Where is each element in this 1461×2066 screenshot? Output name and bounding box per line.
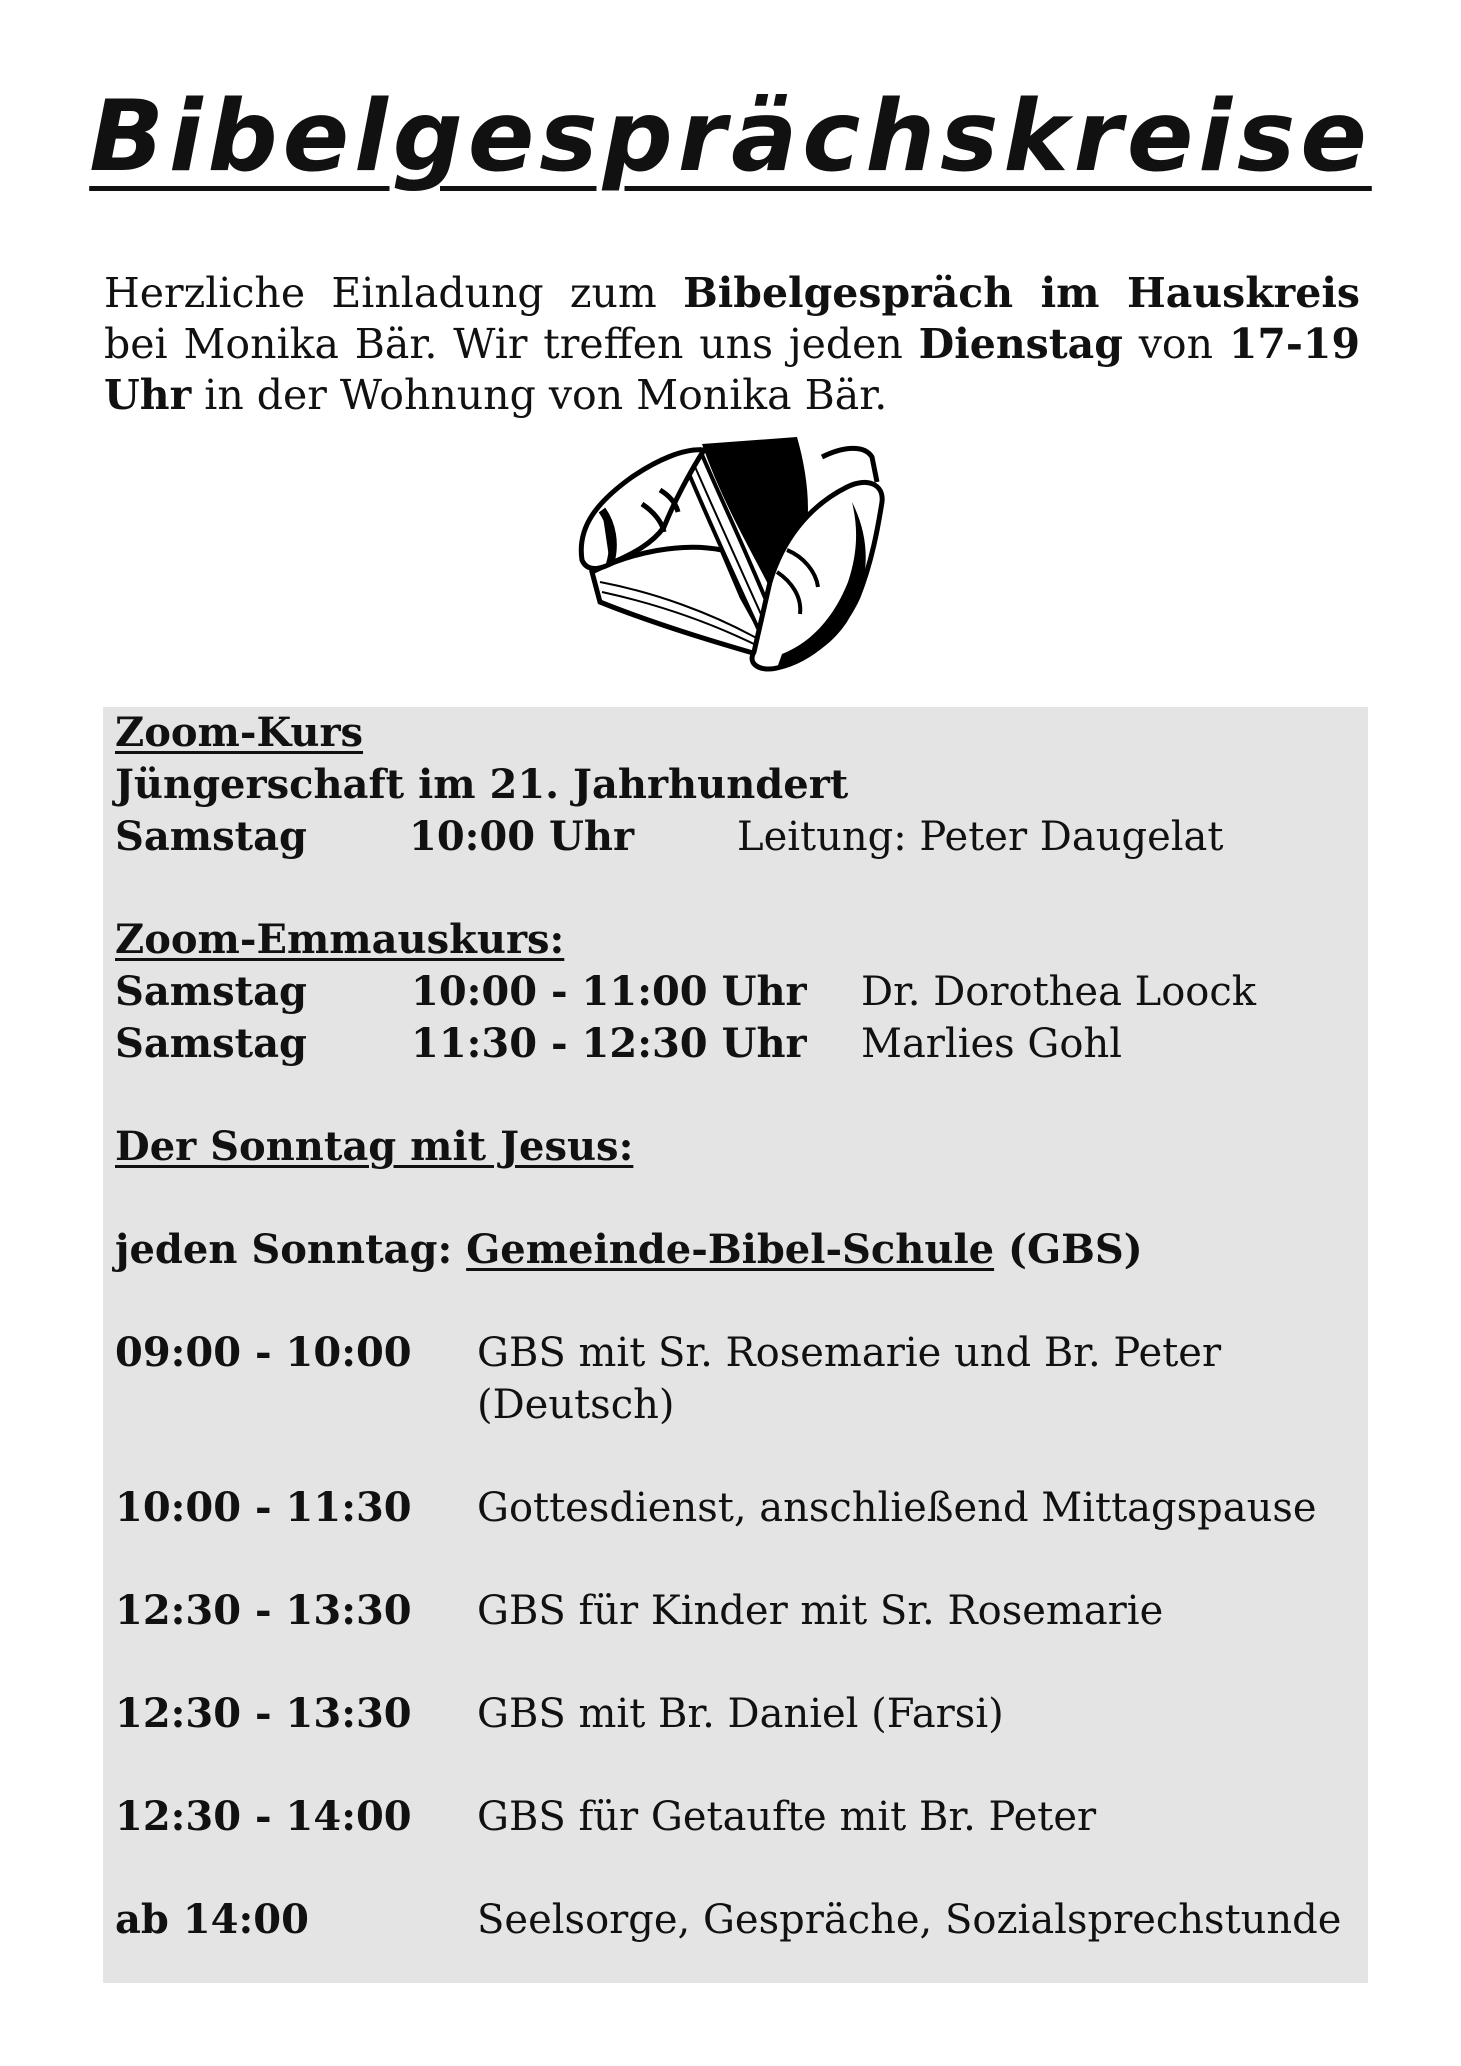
- schedule-row: [115, 1327, 1222, 1428]
- schedule-row: [115, 1894, 1342, 1946]
- schedule-row: [115, 1585, 1164, 1637]
- schedule-time: 12:30 - 13:30: [115, 1690, 412, 1737]
- sunday-heading: Der Sonntag mit Jesus:: [115, 1123, 634, 1170]
- intro-text-2: bei Monika Bär. Wir treffen uns jeden: [104, 320, 919, 368]
- page-title: Bibelgesprächskreise: [89, 80, 1372, 194]
- schedule-desc: GBS für Getaufte mit Br. Peter: [477, 1794, 1097, 1840]
- zoom-kurs-leader: Leitung: Peter Daugelat: [737, 814, 1224, 860]
- intro-bold-hauskreis: Bibelgespräch im Hauskreis: [683, 269, 1360, 317]
- zoom-kurs-row: [115, 811, 1224, 863]
- emmaus-person: Marlies Gohl: [861, 1021, 1123, 1067]
- zoom-kurs-heading: Zoom-Kurs: [115, 709, 364, 756]
- intro-bold-time: 17-19 Uhr: [104, 320, 1360, 419]
- intro-text-3: von: [1122, 320, 1229, 368]
- intro-text-4: in der Wohnung von Monika Bär.: [191, 371, 888, 419]
- gbs-abbr: (GBS): [994, 1226, 1143, 1273]
- zoom-kurs-subtitle: Jüngerschaft im 21. Jahrhundert: [115, 761, 849, 808]
- schedule-row: [115, 1791, 1097, 1843]
- schedule-desc: Seelsorge, Gespräche, Sozialsprechstunde: [477, 1897, 1342, 1943]
- schedule-time: 12:30 - 14:00: [115, 1793, 412, 1840]
- schedule-row: [115, 1482, 1317, 1534]
- intro-bold-dienstag: Dienstag: [918, 320, 1123, 368]
- schedule-desc: GBS für Kinder mit Sr. Rosemarie: [477, 1588, 1164, 1634]
- emmaus-day: Samstag: [115, 968, 308, 1015]
- emmaus-day: Samstag: [115, 1020, 308, 1067]
- schedule-time: 10:00 - 11:30: [115, 1484, 412, 1531]
- schedule-desc: GBS mit Sr. Rosemarie und Br. Peter: [477, 1330, 1222, 1376]
- gbs-link[interactable]: Gemeinde-Bibel-Schule: [466, 1226, 995, 1273]
- emmaus-person: Dr. Dorothea Loock: [861, 969, 1257, 1015]
- emmaus-row: [115, 966, 1257, 1018]
- intro-text-1: Herzliche Einladung zum: [104, 269, 684, 317]
- schedule-row: [115, 1688, 1004, 1740]
- schedule-time: ab 14:00: [115, 1896, 309, 1943]
- schedule-box: [103, 707, 1368, 1983]
- schedule-time: 12:30 - 13:30: [115, 1587, 412, 1634]
- zoom-kurs-day: Samstag: [115, 813, 308, 860]
- every-sunday-line: [115, 1224, 1143, 1276]
- emmaus-row: [115, 1018, 1123, 1070]
- schedule-desc-continued: (Deutsch): [477, 1382, 675, 1428]
- emmaus-time: 10:00 - 11:00 Uhr: [411, 968, 807, 1015]
- every-sunday-label: jeden Sonntag:: [115, 1226, 467, 1273]
- schedule-desc: Gottesdienst, anschließend Mittagspause: [477, 1485, 1317, 1531]
- emmaus-heading: Zoom-Emmauskurs:: [115, 916, 565, 963]
- zoom-kurs-time: 10:00 Uhr: [409, 813, 635, 860]
- intro-paragraph: [104, 268, 1360, 421]
- schedule-time: 09:00 - 10:00: [115, 1329, 412, 1376]
- hands-holding-bible-icon: [572, 432, 892, 688]
- emmaus-time: 11:30 - 12:30 Uhr: [411, 1020, 807, 1067]
- schedule-desc: GBS mit Br. Daniel (Farsi): [477, 1691, 1004, 1737]
